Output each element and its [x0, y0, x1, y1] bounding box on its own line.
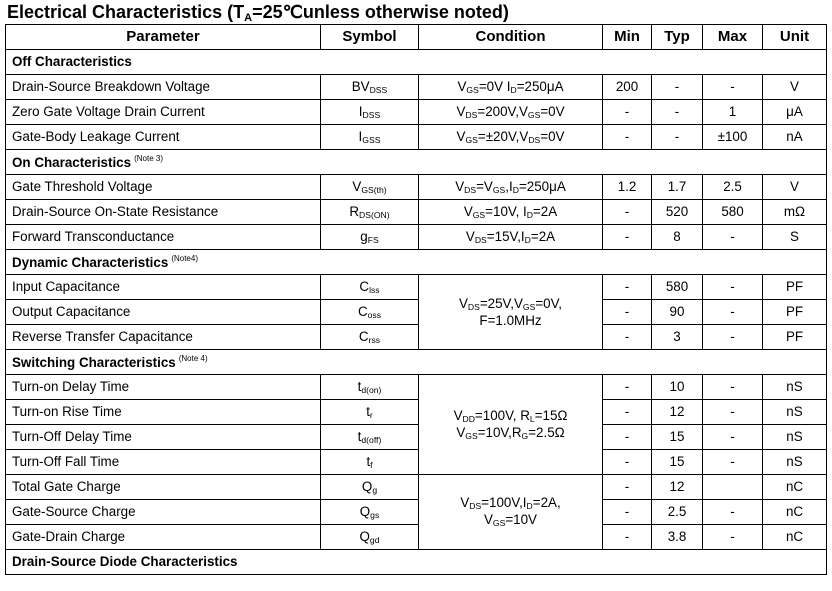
- max-cell: -: [703, 75, 763, 100]
- symbol-cell: Qgs: [321, 500, 419, 525]
- condition-cell: VGS=±20V,VDS=0V: [419, 125, 603, 150]
- max-cell: -: [703, 275, 763, 300]
- min-cell: -: [603, 100, 652, 125]
- header-max: Max: [703, 25, 763, 50]
- unit-cell: nS: [763, 375, 827, 400]
- unit-cell: PF: [763, 325, 827, 350]
- symbol-cell: BVDSS: [321, 75, 419, 100]
- condition-cell: VDS=VGS,ID=250μA: [419, 175, 603, 200]
- symbol-cell: tr: [321, 400, 419, 425]
- symbol-cell: RDS(ON): [321, 200, 419, 225]
- header-condition: Condition: [419, 25, 603, 50]
- typ-cell: 15: [652, 450, 703, 475]
- min-cell: -: [603, 425, 652, 450]
- typ-cell: 580: [652, 275, 703, 300]
- table-header-row: [6, 25, 827, 50]
- unit-cell: nS: [763, 425, 827, 450]
- section-row-diode: [6, 550, 827, 575]
- section-row-dynamic: [6, 250, 827, 275]
- typ-cell: 12: [652, 475, 703, 500]
- typ-cell: 1.7: [652, 175, 703, 200]
- unit-cell: nS: [763, 400, 827, 425]
- section-label: Off Characteristics: [6, 50, 827, 75]
- page-title: Electrical Characteristics ($T_A=25℃unless$ otherwise noted): [7, 2, 509, 24]
- section-label: Drain-Source Diode Characteristics: [6, 550, 827, 575]
- symbol-cell: Coss: [321, 300, 419, 325]
- typ-cell: -: [652, 125, 703, 150]
- unit-cell: PF: [763, 300, 827, 325]
- min-cell: -: [603, 475, 652, 500]
- typ-cell: 10: [652, 375, 703, 400]
- max-cell: ±100: [703, 125, 763, 150]
- table-row: [6, 475, 827, 500]
- section-row-switching: [6, 350, 827, 375]
- parameter-cell: Turn-Off Delay Time: [6, 425, 321, 450]
- symbol-cell: IGSS: [321, 125, 419, 150]
- unit-cell: nA: [763, 125, 827, 150]
- table-row: [6, 200, 827, 225]
- table-row: [6, 450, 827, 475]
- condition-cell: VGS=0V ID=250μA: [419, 75, 603, 100]
- typ-cell: -: [652, 100, 703, 125]
- section-note: (Note 3): [134, 153, 163, 163]
- electrical-characteristics-table: [5, 24, 827, 575]
- section-label: Switching Characteristics: [12, 354, 176, 370]
- min-cell: -: [603, 400, 652, 425]
- symbol-cell: Qgd: [321, 525, 419, 550]
- typ-cell: 90: [652, 300, 703, 325]
- typ-cell: 3: [652, 325, 703, 350]
- symbol-cell: Crss: [321, 325, 419, 350]
- max-cell: 2.5: [703, 175, 763, 200]
- table-row: [6, 75, 827, 100]
- max-cell: -: [703, 300, 763, 325]
- table-row: [6, 225, 827, 250]
- section-row-off: [6, 50, 827, 75]
- max-cell: -: [703, 375, 763, 400]
- min-cell: -: [603, 325, 652, 350]
- condition-cell-dynamic: VDS=25V,VGS=0V, F=1.0MHz: [419, 275, 603, 350]
- condition-cell: VDS=200V,VGS=0V: [419, 100, 603, 125]
- parameter-cell: Forward Transconductance: [6, 225, 321, 250]
- parameter-cell: Total Gate Charge: [6, 475, 321, 500]
- symbol-cell: IDSS: [321, 100, 419, 125]
- unit-cell: mΩ: [763, 200, 827, 225]
- min-cell: 200: [603, 75, 652, 100]
- min-cell: -: [603, 450, 652, 475]
- unit-cell: nC: [763, 500, 827, 525]
- max-cell: -: [703, 400, 763, 425]
- symbol-cell: VGS(th): [321, 175, 419, 200]
- max-cell: -: [703, 525, 763, 550]
- min-cell: 1.2: [603, 175, 652, 200]
- parameter-cell: Gate Threshold Voltage: [6, 175, 321, 200]
- symbol-cell: td(on): [321, 375, 419, 400]
- section-note: (Note 4): [178, 353, 208, 363]
- table-row: [6, 325, 827, 350]
- symbol-cell: td(off): [321, 425, 419, 450]
- parameter-cell: Turn-on Delay Time: [6, 375, 321, 400]
- table-row: [6, 525, 827, 550]
- max-cell: [703, 475, 763, 500]
- max-cell: -: [703, 500, 763, 525]
- typ-cell: -: [652, 75, 703, 100]
- typ-cell: 8: [652, 225, 703, 250]
- unit-cell: nC: [763, 475, 827, 500]
- table-row: [6, 175, 827, 200]
- parameter-cell: Output Capacitance: [6, 300, 321, 325]
- parameter-cell: Drain-Source On-State Resistance: [6, 200, 321, 225]
- max-cell: -: [703, 425, 763, 450]
- condition-cell-switching: VDD=100V, RL=15Ω VGS=10V,RG=2.5Ω: [419, 375, 603, 475]
- table-row: [6, 500, 827, 525]
- section-label: On Characteristics: [12, 154, 132, 170]
- symbol-cell: Clss: [321, 275, 419, 300]
- typ-cell: 15: [652, 425, 703, 450]
- max-cell: -: [703, 225, 763, 250]
- parameter-cell: Gate-Drain Charge: [6, 525, 321, 550]
- typ-cell: 12: [652, 400, 703, 425]
- condition-cell: VDS=15V,ID=2A: [419, 225, 603, 250]
- parameter-cell: Reverse Transfer Capacitance: [6, 325, 321, 350]
- typ-cell: 3.8: [652, 525, 703, 550]
- table-row: [6, 300, 827, 325]
- section-note: (Note4): [171, 253, 198, 263]
- parameter-cell: Gate-Body Leakage Current: [6, 125, 321, 150]
- min-cell: -: [603, 375, 652, 400]
- min-cell: -: [603, 500, 652, 525]
- min-cell: -: [603, 125, 652, 150]
- section-label: Dynamic Characteristics: [12, 254, 169, 270]
- header-unit: Unit: [763, 25, 827, 50]
- unit-cell: μA: [763, 100, 827, 125]
- min-cell: -: [603, 525, 652, 550]
- min-cell: -: [603, 200, 652, 225]
- symbol-cell: tf: [321, 450, 419, 475]
- table-row: [6, 425, 827, 450]
- condition-cell: VGS=10V, ID=2A: [419, 200, 603, 225]
- table-row: [6, 125, 827, 150]
- table-row: [6, 275, 827, 300]
- max-cell: -: [703, 325, 763, 350]
- parameter-cell: Input Capacitance: [6, 275, 321, 300]
- min-cell: -: [603, 300, 652, 325]
- parameter-cell: Drain-Source Breakdown Voltage: [6, 75, 321, 100]
- header-parameter: Parameter: [6, 25, 321, 50]
- table-row: [6, 400, 827, 425]
- max-cell: 580: [703, 200, 763, 225]
- header-typ: Typ: [652, 25, 703, 50]
- min-cell: -: [603, 275, 652, 300]
- max-cell: -: [703, 450, 763, 475]
- symbol-cell: gFS: [321, 225, 419, 250]
- typ-cell: 2.5: [652, 500, 703, 525]
- unit-cell: PF: [763, 275, 827, 300]
- unit-cell: nC: [763, 525, 827, 550]
- unit-cell: nS: [763, 450, 827, 475]
- unit-cell: S: [763, 225, 827, 250]
- parameter-cell: Turn-on Rise Time: [6, 400, 321, 425]
- section-row-on: [6, 150, 827, 175]
- header-min: Min: [603, 25, 652, 50]
- parameter-cell: Zero Gate Voltage Drain Current: [6, 100, 321, 125]
- max-cell: 1: [703, 100, 763, 125]
- table-row: [6, 375, 827, 400]
- unit-cell: V: [763, 75, 827, 100]
- symbol-cell: Qg: [321, 475, 419, 500]
- typ-cell: 520: [652, 200, 703, 225]
- unit-cell: V: [763, 175, 827, 200]
- condition-cell-charge: VDS=100V,ID=2A, VGS=10V: [419, 475, 603, 550]
- min-cell: -: [603, 225, 652, 250]
- parameter-cell: Turn-Off Fall Time: [6, 450, 321, 475]
- parameter-cell: Gate-Source Charge: [6, 500, 321, 525]
- table-row: [6, 100, 827, 125]
- header-symbol: Symbol: [321, 25, 419, 50]
